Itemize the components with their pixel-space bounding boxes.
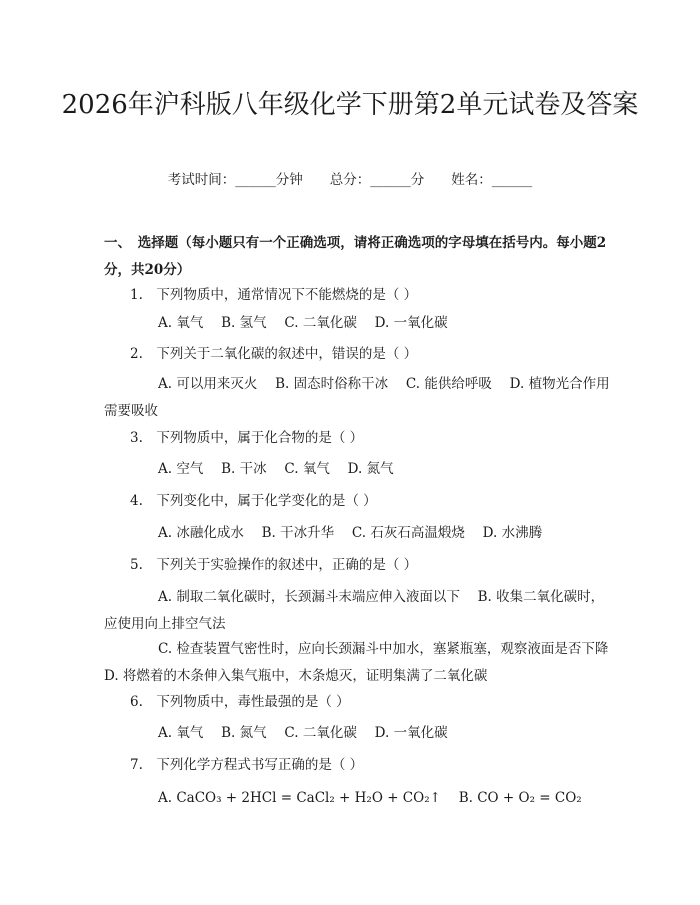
question-7-options: A. CaCO₃ + 2HCl = CaCl₂ + H₂O + CO₂↑ B. CO + O₂ = CO₂	[158, 790, 582, 806]
question-7: 7. 下列化学方程式书写正确的是（ ）	[130, 757, 364, 773]
question-6: 6. 下列物质中，毒性最强的是（ ）	[130, 694, 350, 710]
page-title: 2026年沪科版八年级化学下册第2单元试卷及答案	[61, 90, 639, 120]
question-5-options-cd: C. 检查装置气密性时，应向长颈漏斗中加水，塞紧瓶塞，观察液面是否下降 D. 将燃着的木条伸入集气瓶中，木条熄灭，证明集满了二氧化碳	[104, 641, 627, 684]
question-1-options: A. 氧气 B. 氢气 C. 二氧化碳 D. 一氧化碳	[158, 315, 448, 331]
question-6-options: A. 氧气 B. 氮气 C. 二氧化碳 D. 一氧化碳	[158, 725, 448, 741]
question-2: 2. 下列关于二氧化碳的叙述中，错误的是（ ）	[130, 346, 418, 362]
question-3-options: A. 空气 B. 干冰 C. 氧气 D. 氮气	[158, 461, 394, 477]
question-5: 5. 下列关于实验操作的叙述中，正确的是（ ）	[130, 557, 418, 573]
section-heading: 一、 选择题（每小题只有一个正确选项，请将正确选项的字母填在括号内。每小题2分，共20分）	[104, 235, 607, 278]
exam-info-line: 考试时间：______分钟 总分：______分 姓名：______	[167, 172, 533, 188]
question-4-options: A. 冰融化成水 B. 干冰升华 C. 石灰石高温煅烧 D. 水沸腾	[158, 525, 543, 541]
question-1: 1. 下列物质中，通常情况下不能燃烧的是（ ）	[130, 287, 418, 303]
question-4: 4. 下列变化中，属于化学变化的是（ ）	[130, 493, 377, 509]
question-2-options: A. 可以用来灭火 B. 固态时俗称干冰 C. 能供给呼吸 D. 植物光合作用需要吸收	[104, 376, 610, 419]
question-3: 3. 下列物质中，属于化合物的是（ ）	[130, 430, 364, 446]
question-5-options-ab: A. 制取二氧化碳时，长颈漏斗末端应伸入液面以下 B. 收集二氧化碳时，应使用向上排空气法	[104, 589, 605, 632]
